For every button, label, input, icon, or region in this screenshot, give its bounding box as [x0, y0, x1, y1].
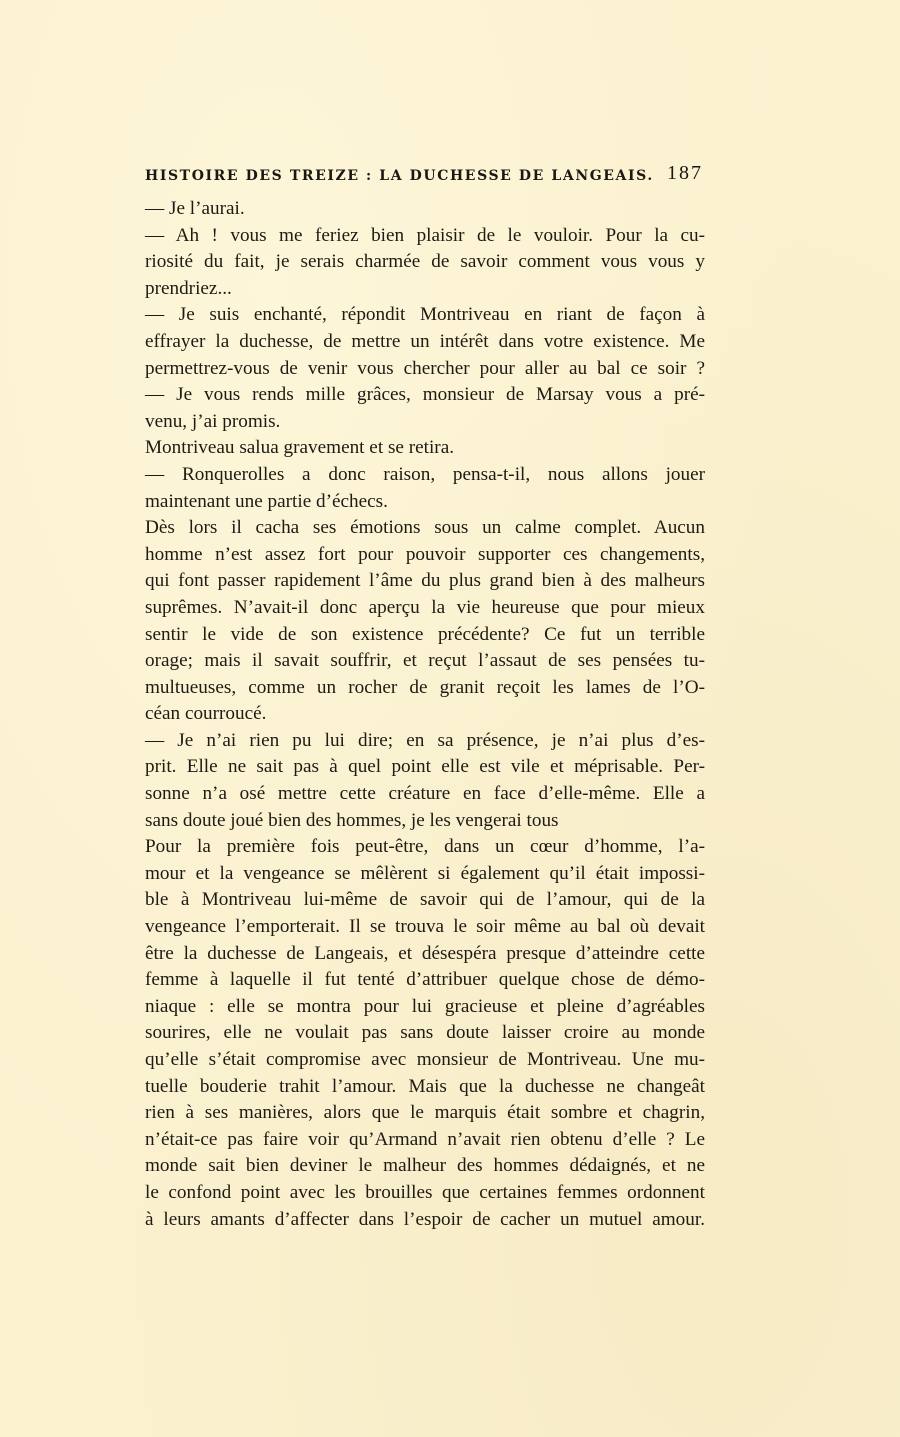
text-line: vengeance l’emporterait. Il se trouva le soir même au bal où devait — [145, 916, 705, 938]
text-line: le confond point avec les brouilles que certaines femmes ordonnent — [145, 1181, 705, 1203]
text-line: prendriez... — [145, 277, 232, 299]
text-line: prit. Elle ne sait pas à quel point elle est vile et méprisable. Per- — [145, 756, 705, 778]
running-title: HISTOIRE DES TREIZE : LA DUCHESSE DE LANGEAIS. — [145, 168, 654, 184]
text-line: rien à ses manières, alors que le marquis était sombre et chagrin, — [145, 1102, 705, 1124]
text-line: ble à Montriveau lui-même de savoir qui de l’amour, qui de la — [145, 889, 705, 911]
text-line: niaque : elle se montra pour lui gracieuse et pleine d’agréables — [145, 995, 705, 1017]
text-line: venu, j’ai promis. — [145, 410, 281, 432]
text-line: orage; mais il savait souffrir, et reçut l’assaut de ses pensées tu- — [145, 650, 705, 672]
text-line: tuelle bouderie trahit l’amour. Mais que la duchesse ne changeât — [145, 1075, 705, 1097]
text-line: — Je vous rends mille grâces, monsieur de Marsay vous a pré- — [145, 384, 705, 406]
text-line: riosité du fait, je serais charmée de savoir comment vous vous y — [145, 251, 705, 273]
text-line: permettrez-vous de venir vous chercher pour aller au bal ce soir ? — [145, 357, 705, 379]
text-line: sourires, elle ne voulait pas sans doute laisser croire au monde — [145, 1022, 705, 1044]
text-line: femme à laquelle il fut tenté d’attribuer quelque chose de démo- — [145, 969, 705, 991]
text-line: — Ah ! vous me feriez bien plaisir de le vouloir. Pour la cu- — [145, 224, 705, 246]
text-line: céan courroucé. — [145, 703, 267, 725]
text-line: multueuses, comme un rocher de granit reçoit les lames de l’O- — [145, 676, 705, 698]
text-line: maintenant une partie d’échecs. — [145, 490, 388, 512]
text-line: — Je l’aurai. — [145, 198, 245, 219]
text-line: — Ronquerolles a donc raison, pensa-t-il, nous allons jouer — [145, 463, 705, 485]
text-line: Pour la première fois peut-être, dans un cœur d’homme, l’a- — [145, 836, 705, 858]
running-head — [145, 164, 705, 188]
text-line: à leurs amants d’affecter dans l’espoir de cacher un mutuel amour. — [145, 1208, 705, 1230]
text-line: homme n’est assez fort pour pouvoir supporter ces changements, — [145, 543, 705, 565]
body-text — [145, 196, 705, 1233]
text-line: qui font passer rapidement l’âme du plus grand bien à des malheurs — [145, 570, 705, 592]
text-line: sans doute joué bien des hommes, je les vengerai tous — [145, 809, 559, 831]
text-line: n’était-ce pas faire voir qu’Armand n’avait rien obtenu d’elle ? Le — [145, 1128, 705, 1150]
text-line: qu’elle s’était compromise avec monsieur de Montriveau. Une mu- — [145, 1049, 705, 1070]
text-line: Dès lors il cacha ses émotions sous un calme complet. Aucun — [145, 517, 705, 539]
text-line: être la duchesse de Langeais, et désespéra presque d’atteindre cette — [145, 942, 705, 964]
text-line: — Je suis enchanté, répondit Montriveau en riant de façon à — [145, 304, 705, 326]
text-line: sonne n’a osé mettre cette créature en face d’elle-même. Elle a — [145, 783, 705, 805]
text-line: suprêmes. N’avait-il donc aperçu la vie heureuse que pour mieux — [145, 596, 705, 618]
text-line: mour et la vengeance se mêlèrent si également qu’il était impossi- — [145, 862, 705, 884]
text-line: sentir le vide de son existence précédente? Ce fut un terrible — [145, 623, 705, 645]
text-line: Montriveau salua gravement et se retira. — [145, 437, 455, 459]
page-number: 187 — [667, 162, 703, 184]
text-line: — Je n’ai rien pu lui dire; en sa présence, je n’ai plus d’es- — [145, 729, 705, 751]
text-line: effrayer la duchesse, de mettre un intérêt dans votre existence. Me — [145, 330, 705, 352]
text-line: monde sait bien deviner le malheur des hommes dédaignés, et ne — [145, 1155, 705, 1177]
